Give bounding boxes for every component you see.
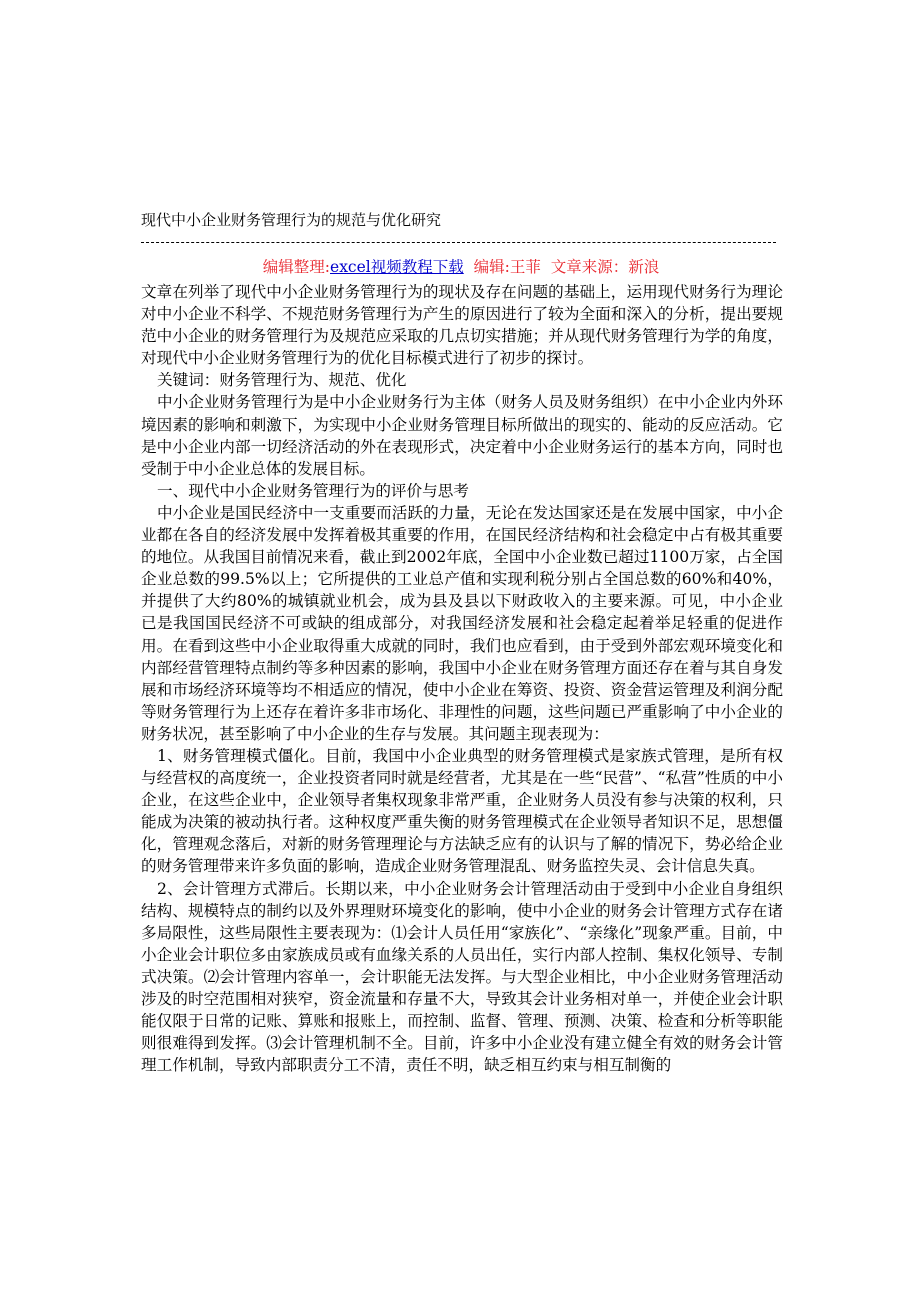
body-paragraph: 中小企业是国民经济中一支重要而活跃的力量，无论在发达国家还是在发展中国家，中小企业都在各自的经济发展中发挥着极其重要的作用，在国民经济结构和社会稳定中占有极其重要的地位。从我国目前情况来看，截止到2002年底，全国中小企业数已超过1100万家，占全国企业总数的99.5%以上；它所提供的工业总产值和实现利税分别占全国总数的60%和40%，并提供了大约80%的城镇就业机会，成为县及县以下财政收入的主要来源。可见，中小企业已是我国国民经济不可或缺的组成部分，对我国经济发展和社会稳定起着举足轻重的促进作用。在看到这些中小企业取得重大成就的同时，我们也应看到，由于受到外部宏观环境变化和内部经营管理特点制约等多种因素的影响，我国中小企业在财务管理方面还存在着与其自身发展和市场经济环境等均不相适应的情况，使中小企业在筹资、投资、资金营运管理及利润分配等财务管理行为上还存在着许多非市场化、非理性的问题，这些问题已严重影响了中小企业的财务状况，甚至影响了中小企业的生存与发展。其问题主现表现为：	[141, 503, 783, 743]
article-byline	[141, 257, 781, 277]
intro-paragraph: 中小企业财务管理行为是中小企业财务行为主体（财务人员及财务组织）在中小企业内外环境因素的影响和刺激下，为实现中小企业财务管理目标所做出的现实的、能动的反应活动。它是中小企业内部一切经济活动的外在表现形式，决定着中小企业财务运行的基本方向，同时也受制于中小企业总体的发展目标。	[141, 393, 783, 478]
document-title: 现代中小企业财务管理行为的规范与优化研究	[141, 211, 442, 229]
article-body	[141, 281, 783, 1076]
article-source: 文章来源：新浪	[550, 258, 660, 276]
dashed-divider	[141, 242, 776, 243]
keywords-line: 关键词：财务管理行为、规范、优化	[157, 371, 407, 390]
editor-label: 编辑整理:	[262, 258, 331, 276]
body-paragraph: 2、会计管理方式滞后。长期以来，中小企业财务会计管理活动由于受到中小企业自身组织结构、规模特点的制约以及外界理财环境变化的影响，使中小企业的财务会计管理方式存在诸多局限性，这些局限性主要表现为：⑴会计人员任用“家族化”、“亲缘化”现象严重。目前，中小企业会计职位多由家族成员或有血缘关系的人员出任，实行内部人控制、集权化领导、专制式决策。⑵会计管理内容单一，会计职能无法发挥。与大型企业相比，中小企业财务管理活动涉及的时空范围相对狭窄，资金流量和存量不大，导致其会计业务相对单一，并使企业会计职能仅限于日常的记账、算账和报账上，而控制、监督、管理、预测、决策、检查和分析等职能则很难得到发挥。⑶会计管理机制不全。目前，许多中小企业没有建立健全有效的财务会计管理工作机制，导致内部职责分工不清，责任不明，缺乏相互约束与相互制衡的	[141, 879, 783, 1075]
section-heading-1: 一、现代中小企业财务管理行为的评价与思考	[157, 481, 469, 500]
excel-tutorial-link[interactable]: excel视频教程下载	[330, 258, 464, 276]
editor-name: 编辑:王菲	[473, 258, 541, 276]
body-paragraph: 1、财务管理模式僵化。目前，我国中小企业典型的财务管理模式是家族式管理，是所有权与经营权的高度统一，企业投资者同时就是经营者，尤其是在一些“民营”、“私营”性质的中小企业，在这些企业中，企业领导者集权现象非常严重，企业财务人员没有参与决策的权利，只能成为决策的被动执行者。这种权度严重失衡的财务管理模式在企业领导者知识不足，思想僵化，管理观念落后，对新的财务管理理论与方法缺乏应有的认识与了解的情况下，势必给企业的财务管理带来许多负面的影响，造成企业财务管理混乱、财务监控失灵、会计信息失真。	[141, 746, 783, 876]
abstract-paragraph: 文章在列举了现代中小企业财务管理行为的现状及存在问题的基础上，运用现代财务行为理论对中小企业不科学、不规范财务管理行为产生的原因进行了较为全面和深入的分析，提出要规范中小企业的财务管理行为及规范应采取的几点切实措施；并从现代财务管理行为学的角度，对现代中小企业财务管理行为的优化目标模式进行了初步的探讨。	[141, 283, 783, 368]
